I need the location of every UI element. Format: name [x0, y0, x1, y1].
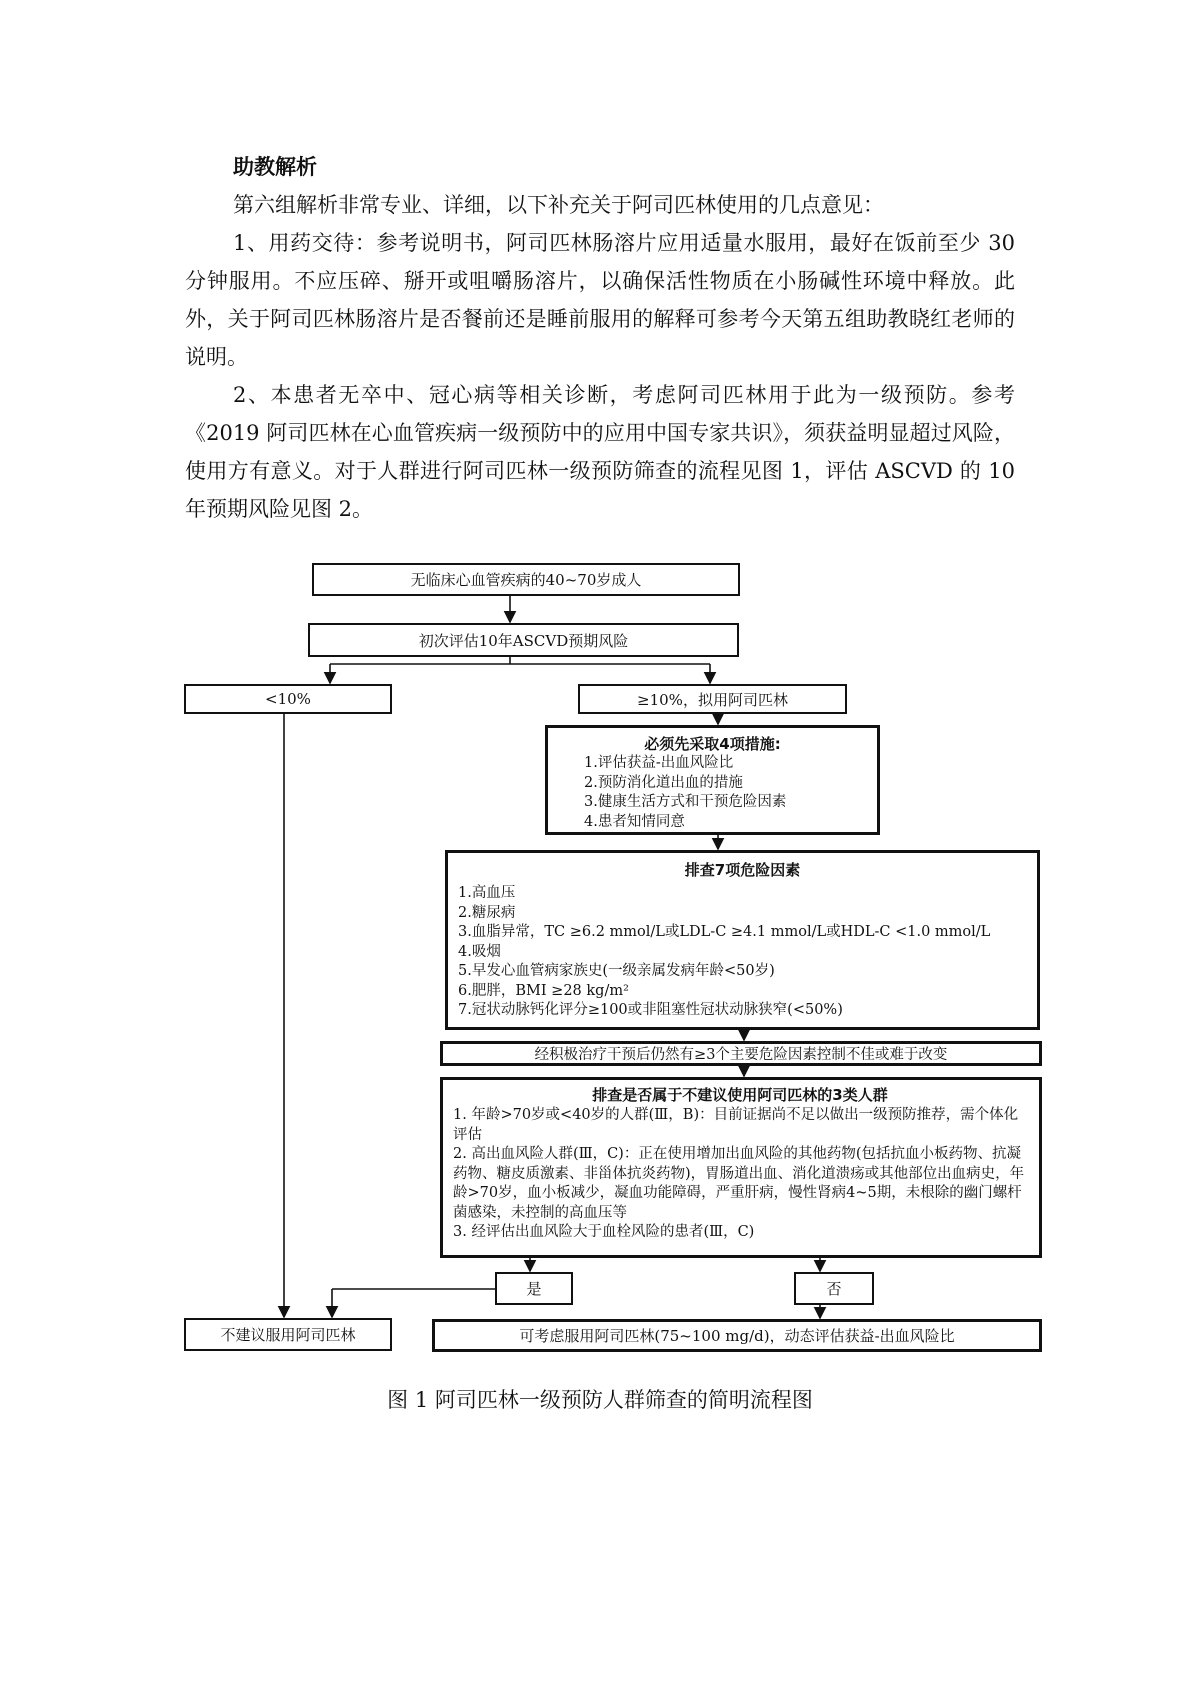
- not-recommended-label: 不建议服用阿司匹林: [220, 1326, 356, 1344]
- risk-factor-item: 6.肥胖，BMI ≥28 kg/m²: [458, 982, 629, 999]
- risk-factor-item: 4.吸烟: [458, 943, 501, 960]
- measures-box: [545, 725, 880, 835]
- low-risk-box: [184, 684, 392, 714]
- section-heading: 助教解析: [233, 155, 317, 179]
- exclusion-item: 3. 经评估出血风险大于血栓风险的患者(Ⅲ，C): [453, 1224, 755, 1240]
- risk-factor-item: 3.血脂异常，TC ≥6.2 mmol/L或LDL-C ≥4.1 mmol/L或HDL-C <1.0 mmol/L: [458, 924, 991, 940]
- figure-caption: 图 1 阿司匹林一级预防人群筛查的简明流程图: [387, 1388, 813, 1412]
- measures-title: 必须先采取4项措施:: [644, 735, 781, 753]
- no-label: 否: [826, 1280, 842, 1298]
- risk-factor-item: 7.冠状动脉钙化评分≥100或非阻塞性冠状动脉狭窄(<50%): [458, 1002, 843, 1018]
- low-risk-label: <10%: [265, 690, 311, 708]
- population-box: [312, 563, 740, 596]
- high-risk-box: [578, 684, 847, 714]
- no-box: [794, 1272, 874, 1305]
- intervention-label: 经积极治疗干预后仍然有≥3个主要危险因素控制不佳或难于改变: [534, 1047, 948, 1063]
- exclusion-title: 排查是否属于不建议使用阿司匹林的3类人群: [592, 1086, 888, 1104]
- measure-item: 4.患者知情同意: [584, 813, 685, 830]
- yes-box: [495, 1272, 573, 1305]
- consider-box: [432, 1319, 1042, 1352]
- exclusion-box: [440, 1077, 1042, 1258]
- exclusion-item: 2. 高出血风险人群(Ⅲ，C)：正在使用增加出血风险的其他药物(包括抗血小板药物、抗凝药物、糖皮质激素、非甾体抗炎药物)，胃肠道出血、消化道溃疡或其他部位出血病史，年龄>70岁，血小板减少，凝血功能障碍，严重肝病，慢性肾病4~5期，未根除的幽门螺杆菌感染，未控制的高血压等: [453, 1146, 1025, 1221]
- measure-item: 3.健康生活方式和干预危险因素: [584, 794, 787, 810]
- risk-factor-item: 5.早发心血管病家族史(一级亲属发病年龄<50岁): [458, 963, 775, 979]
- consider-label: 可考虑服用阿司匹林(75~100 mg/d)，动态评估获益-出血风险比: [519, 1327, 955, 1345]
- population-label: 无临床心血管疾病的40~70岁成人: [410, 571, 642, 589]
- exclusion-item: 1. 年龄>70岁或<40岁的人群(Ⅲ，B)：目前证据尚不足以做出一级预防推荐，需个体化评估: [453, 1107, 1019, 1143]
- initial-assessment-label: 初次评估10年ASCVD预期风险: [418, 631, 629, 650]
- yes-label: 是: [526, 1280, 542, 1298]
- high-risk-label: ≥10%，拟用阿司匹林: [637, 690, 788, 709]
- risk-factor-item: 1.高血压: [458, 885, 516, 901]
- measure-item: 1.评估获益-出血风险比: [584, 755, 734, 771]
- risk-factor-item: 2.糖尿病: [458, 904, 516, 921]
- measure-item: 2.预防消化道出血的措施: [584, 774, 743, 791]
- paragraph-medication-instructions: 1、用药交待：参考说明书，阿司匹林肠溶片应用适量水服用，最好在饭前至少 30 分钟服用。不应压碎、掰开或咀嚼肠溶片，以确保活性物质在小肠碱性环境中释放。此外，关于阿司匹林肠溶片是否餐前还是睡前服用的解释可参考今天第五组助教晓红老师的说明。: [185, 231, 1015, 369]
- intervention-box: [440, 1041, 1042, 1066]
- risk-factors-title: 排查7项危险因素: [684, 861, 801, 879]
- initial-assessment-box: [308, 623, 739, 657]
- risk-factors-box: [445, 850, 1040, 1030]
- paragraph-primary-prevention: 2、本患者无卒中、冠心病等相关诊断，考虑阿司匹林用于此为一级预防。参考《2019 阿司匹林在心血管疾病一级预防中的应用中国专家共识》，须获益明显超过风险，使用方有意义。对于人群进行阿司匹林一级预防筛查的流程见图 1，评估 ASCVD 的 10 年预期风险见图 2。: [185, 383, 1015, 521]
- not-recommended-box: [184, 1318, 392, 1351]
- paragraph-intro: 第六组解析非常专业、详细，以下补充关于阿司匹林使用的几点意见：: [233, 193, 884, 217]
